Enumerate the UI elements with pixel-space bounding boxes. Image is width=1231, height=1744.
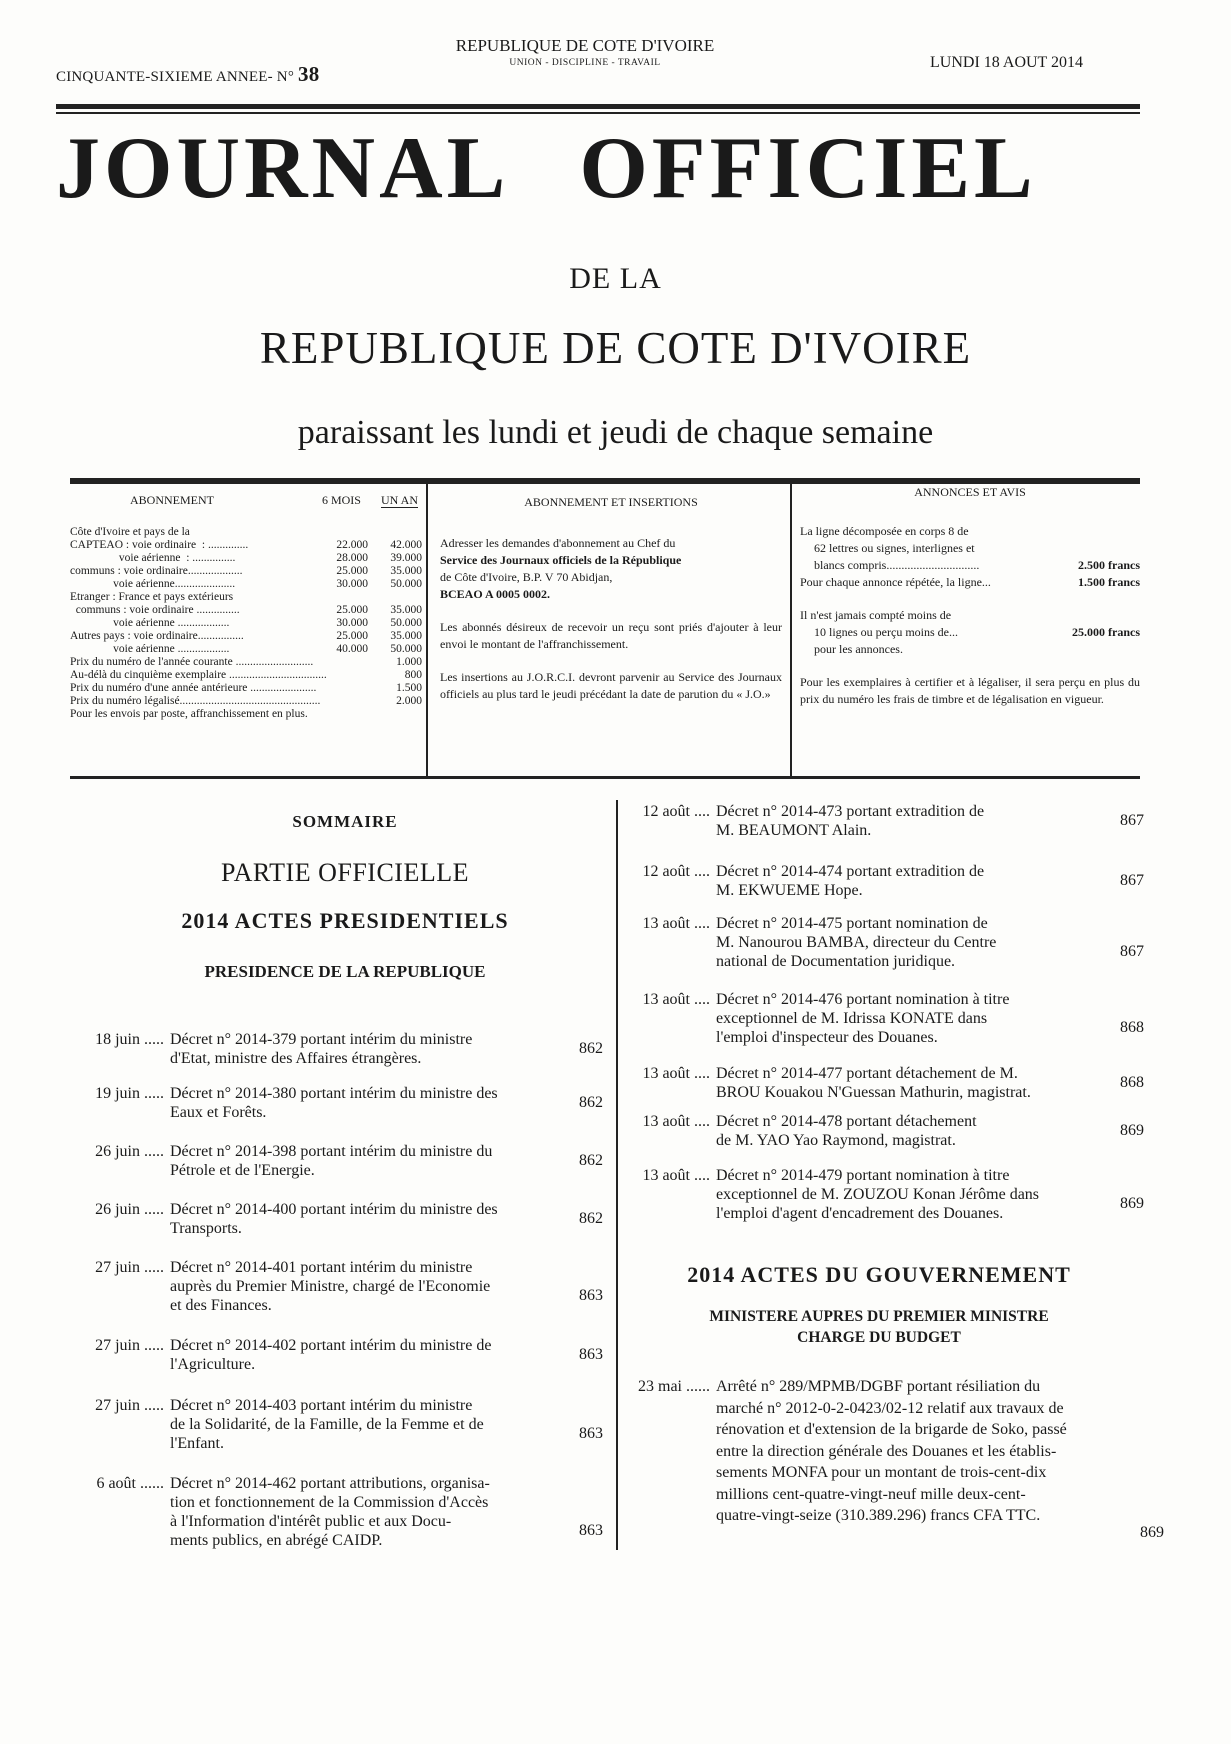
entry-text — [716, 1376, 1106, 1527]
entry-date: 12 août .... — [642, 863, 710, 880]
abonnement-6mois-value: 28.000 — [336, 552, 368, 564]
entry-line: Décret n° 2014-380 portant intérim du ministre des — [170, 1085, 498, 1102]
entry-date: 13 août .... — [642, 1167, 710, 1184]
abonnement-1an-value: 42.000 — [390, 539, 422, 551]
column-divider — [426, 484, 428, 776]
abonnement-6mois-value — [318, 682, 368, 695]
abonnement-6mois-value: 25.000 — [336, 604, 368, 616]
issue-date: LUNDI 18 AOUT 2014 — [930, 54, 1084, 71]
abonnement-1an-value: 39.000 — [390, 552, 422, 564]
entry-line: exceptionnel de M. Idrissa KONATE dans — [716, 1010, 988, 1027]
entry-text — [716, 1064, 1086, 1102]
entry-line: national de Documentation juridique. — [716, 953, 956, 970]
annonces-legalisation: Pour les exemplaires à certifier et à légaliser, il sera perçu en plus du prix du numéro les frais de timbre et de légalisation en vigueur. — [800, 675, 1140, 706]
entry-date: 27 juin ..... — [95, 1259, 164, 1276]
abonnement-6mois-value: 25.000 — [336, 630, 368, 642]
entry-line: Décret n° 2014-462 portant attributions, organisa- — [170, 1475, 490, 1492]
partie-officielle: PARTIE OFFICIELLE — [221, 858, 469, 887]
abonnement-6mois-value: 40.000 — [336, 643, 368, 655]
entry-line: Décret n° 2014-401 portant intérim du ministre — [170, 1259, 473, 1276]
insertions-p1: Adresser les demandes d'abonnement au Chef du Service des Journaux officiels de la République de Côte d'Ivoire, B.P. V 70 Abidjan, BCEAO A 0005 0002. — [440, 536, 682, 601]
actes-gouvernement: 2014 ACTES DU GOUVERNEMENT — [687, 1262, 1071, 1287]
entry-text — [170, 1084, 550, 1122]
entry-line: ments publics, en abrégé CAIDP. — [170, 1532, 383, 1549]
entry-line: exceptionnel de M. ZOUZOU Konan Jérôme dans — [716, 1186, 1040, 1203]
entry-text — [170, 1258, 550, 1315]
entry-text — [716, 1166, 1086, 1223]
entry-text — [170, 1474, 550, 1550]
abonnement-rows — [70, 526, 422, 721]
abonnement-row — [70, 656, 422, 669]
entry-line: M. BEAUMONT Alain. — [716, 822, 872, 839]
entry-line: entre la direction générale des Douanes et les établis- — [716, 1442, 1057, 1460]
abonnement-1an-value: 2.000 — [396, 695, 422, 707]
entry-line: Décret n° 2014-402 portant intérim du ministre de — [170, 1337, 492, 1354]
entry-line: Décret n° 2014-477 portant détachement de M. — [716, 1065, 1018, 1082]
annonces-tarif-ligne: La ligne décomposée en corps 8 de 62 lettres ou signes, interlignes et blancs compris............................... 2.500 francs Pour chaque annonce répétée, la ligne... 1.500 francs — [800, 524, 1140, 589]
entry-date: 18 juin ..... — [95, 1031, 164, 1048]
abonnement-6mois-value — [318, 656, 368, 669]
entry-line: de M. YAO Yao Raymond, magistrat. — [716, 1132, 956, 1149]
entry-page: 863 — [579, 1287, 603, 1304]
entry-line: de la Solidarité, de la Famille, de la Femme et de — [170, 1416, 484, 1433]
sommaire-title: SOMMAIRE — [292, 812, 398, 831]
actes-presidentiels: 2014 ACTES PRESIDENTIELS — [181, 908, 509, 933]
entry-page: 863 — [579, 1346, 603, 1363]
entry-text — [170, 1396, 550, 1453]
presidence-heading: PRESIDENCE DE LA REPUBLIQUE — [204, 962, 486, 981]
entry-page: 863 — [579, 1425, 603, 1442]
ministere-heading: MINISTERE AUPRES DU PREMIER MINISTRE CHARGE DU BUDGET — [709, 1308, 1049, 1346]
entry-line: Décret n° 2014-398 portant intérim du ministre du — [170, 1143, 493, 1160]
entry-line: Décret n° 2014-479 portant nomination à titre — [716, 1167, 1010, 1184]
abonnement-label: Prix du numéro d'une année antérieure ....................... — [70, 682, 317, 694]
abonnement-6mois-value: 30.000 — [336, 617, 368, 629]
abonnement-label: Côte d'Ivoire et pays de la — [70, 526, 190, 538]
abonnement-6mois-value: 30.000 — [336, 578, 368, 590]
abonnement-title: ABONNEMENT — [130, 493, 214, 507]
abonnement-row — [70, 669, 422, 682]
entry-page: 867 — [1120, 812, 1144, 829]
entry-line: Transports. — [170, 1220, 242, 1237]
abonnement-6mois-value: 22.000 — [336, 539, 368, 551]
abonnement-1an-value: 35.000 — [390, 630, 422, 642]
abonnement-1an-value: 50.000 — [390, 643, 422, 655]
entry-page: 863 — [579, 1522, 603, 1539]
entry-line: à l'Information d'intérêt public et aux Docu- — [170, 1513, 452, 1530]
entry-line: Décret n° 2014-476 portant nomination à titre — [716, 991, 1010, 1008]
abonnement-6mois-value — [318, 526, 368, 539]
abonnement-box — [70, 494, 422, 721]
abonnement-row — [70, 708, 422, 721]
abonnement-1an-value — [368, 591, 422, 604]
abonnement-row — [70, 552, 422, 565]
abonnement-1an-value — [368, 708, 422, 721]
annonces-minimum: Il n'est jamais compté moins de 10 lignes ou perçu moins de... 25.000 francs pour les annonces. — [800, 608, 1140, 656]
abonnement-1an-value: 35.000 — [390, 604, 422, 616]
entry-line: Décret n° 2014-478 portant détachement — [716, 1113, 977, 1130]
abonnement-6mois-value: 25.000 — [336, 565, 368, 577]
entry-line: M. EKWUEME Hope. — [716, 882, 863, 899]
entry-page: 862 — [579, 1040, 603, 1057]
entry-date: 27 juin ..... — [95, 1337, 164, 1354]
entry-line: Pétrole et de l'Energie. — [170, 1162, 315, 1179]
entry-page: 869 — [1120, 1195, 1144, 1212]
abonnement-row — [70, 617, 422, 630]
entry-line: marché n° 2012-0-2-0423/02-12 relatif aux travaux de — [716, 1399, 1064, 1417]
entry-line: quatre-vingt-seize (310.389.296) francs CFA TTC. — [716, 1507, 1041, 1524]
entry-line: BROU Kouakou N'Guessan Mathurin, magistrat. — [716, 1084, 1031, 1101]
abonnement-label: Etranger : France et pays extérieurs — [70, 591, 234, 603]
col-1an: UN AN — [380, 493, 418, 507]
entry-line: Décret n° 2014-473 portant extradition de — [716, 803, 985, 820]
abonnement-6mois-value — [318, 591, 368, 604]
abonnement-row — [70, 695, 422, 708]
abonnement-1an-value: 1.500 — [396, 682, 422, 694]
abonnement-row — [70, 539, 422, 552]
entry-page: 862 — [579, 1094, 603, 1111]
entry-page: 869 — [1120, 1122, 1144, 1139]
entry-text — [716, 862, 1086, 900]
entry-page: 867 — [1120, 943, 1144, 960]
entry-page: 869 — [1140, 1524, 1164, 1541]
entry-date: 13 août .... — [642, 1065, 710, 1082]
header-republic — [380, 36, 790, 68]
entry-date: 6 août ...... — [96, 1475, 164, 1492]
entry-line: d'Etat, ministre des Affaires étrangères. — [170, 1050, 422, 1067]
entry-text — [170, 1200, 550, 1238]
abonnement-row — [70, 643, 422, 656]
entry-date: 13 août .... — [642, 915, 710, 932]
entry-date: 26 juin ..... — [95, 1201, 164, 1218]
entry-line: M. Nanourou BAMBA, directeur du Centre — [716, 934, 997, 951]
entry-line: l'emploi d'agent d'encadrement des Douanes. — [716, 1205, 1004, 1222]
insertions-p2: Les abonnés désireux de recevoir un reçu sont priés d'ajouter à leur envoi le montant de l'affranchissement. — [440, 620, 782, 651]
abonnement-row — [70, 630, 422, 643]
abonnement-label: voie aérienne .................. — [70, 643, 230, 655]
entry-line: Arrêté n° 289/MPMB/DGBF portant résiliation du — [716, 1378, 1041, 1395]
masthead-de-la: DE LA — [569, 262, 662, 295]
header-republic-name: REPUBLIQUE DE COTE D'IVOIRE — [455, 36, 715, 55]
entry-page: 862 — [579, 1210, 603, 1227]
masthead-parution: paraissant les lundi et jeudi de chaque semaine — [297, 414, 934, 451]
entry-line: Décret n° 2014-403 portant intérim du ministre — [170, 1397, 473, 1414]
abonnement-label: communs : voie ordinaire................... — [70, 565, 243, 577]
entry-line: Décret n° 2014-474 portant extradition de — [716, 863, 985, 880]
column-divider — [790, 484, 792, 776]
abonnement-1an-value: 50.000 — [390, 617, 422, 629]
entry-text — [716, 990, 1086, 1047]
abonnement-label: communs : voie ordinaire ............... — [70, 604, 240, 616]
abonnement-row — [70, 526, 422, 539]
abonnement-1an-value: 800 — [404, 669, 422, 681]
abonnement-row — [70, 682, 422, 695]
entry-page: 868 — [1120, 1019, 1144, 1036]
abonnement-6mois-value — [327, 669, 373, 682]
entry-line: sements MONFA pour un montant de trois-cent-dix — [716, 1464, 1047, 1481]
entry-line: l'Enfant. — [170, 1435, 224, 1452]
insertions-box — [440, 494, 782, 719]
abonnement-label: voie aérienne..................... — [70, 578, 236, 590]
entry-text — [170, 1142, 550, 1180]
entry-line: tion et fonctionnement de la Commission d'Accès — [170, 1494, 489, 1511]
abonnement-label: Au-délà du cinquième exemplaire .................................. — [70, 669, 327, 681]
entry-page: 862 — [579, 1152, 603, 1169]
abonnement-label: Prix du numéro légalisé................................................. — [70, 695, 321, 707]
entry-line: millions cent-quatre-vingt-neuf mille deux-cent- — [716, 1485, 1026, 1503]
entry-line: auprès du Premier Ministre, chargé de l'Economie — [170, 1278, 491, 1295]
entry-page: 868 — [1120, 1074, 1144, 1091]
entry-text — [170, 1336, 550, 1374]
entry-date: 19 juin ..... — [95, 1085, 164, 1102]
abonnement-row — [70, 565, 422, 578]
entry-text — [170, 1030, 550, 1068]
entry-line: rénovation et d'extension de la brigarde de Soko, passé — [716, 1421, 1067, 1438]
insertions-p3: Les insertions au J.O.R.C.I. devront parvenir au Service des Journaux officiels au plus tard le jeudi précédant la date de parution du « J.O.» — [440, 670, 782, 701]
entry-page: 867 — [1120, 872, 1144, 889]
abonnement-1an-value: 50.000 — [390, 578, 422, 590]
abonnement-1an-value: 35.000 — [390, 565, 422, 577]
entry-text — [716, 802, 1086, 840]
col-6mois: 6 MOIS — [321, 493, 361, 507]
abonnement-label: voie aérienne .................. — [70, 617, 230, 629]
entry-line: Décret n° 2014-379 portant intérim du ministre — [170, 1031, 473, 1048]
entry-line: Eaux et Forêts. — [170, 1104, 267, 1121]
abonnement-header — [70, 494, 422, 508]
abonnement-6mois-value — [320, 695, 369, 708]
entry-line: l'Agriculture. — [170, 1356, 256, 1373]
entry-text — [716, 1112, 1086, 1150]
entry-date: 13 août .... — [642, 991, 710, 1008]
annonces-box — [800, 484, 1140, 708]
abonnement-6mois-value — [318, 708, 368, 721]
abonnement-row — [70, 604, 422, 617]
masthead-title: JOURNAL OFFICIEL — [56, 120, 1037, 217]
entry-date: 12 août .... — [642, 803, 710, 820]
entry-line: et des Finances. — [170, 1297, 272, 1314]
abonnement-row — [70, 578, 422, 591]
divider — [56, 112, 1140, 114]
entry-line: Décret n° 2014-400 portant intérim du ministre des — [170, 1201, 498, 1218]
entry-date: 23 mai ...... — [638, 1378, 710, 1395]
entry-line: l'emploi d'inspecteur des Douanes. — [716, 1029, 938, 1046]
abonnement-label: Prix du numéro de l'année courante ........................... — [70, 656, 314, 668]
abonnement-label: CAPTEAO : voie ordinaire : .............. — [70, 539, 249, 551]
abonnement-label: Pour les envois par poste, affranchissement en plus. — [70, 708, 308, 720]
abonnement-1an-value: 1.000 — [396, 656, 422, 668]
masthead-republic: REPUBLIQUE DE COTE D'IVOIRE — [259, 323, 972, 373]
abonnement-1an-value — [368, 526, 422, 539]
abonnement-label: Autres pays : voie ordinaire................ — [70, 630, 244, 642]
entry-date: 26 juin ..... — [95, 1143, 164, 1160]
entry-line: Décret n° 2014-475 portant nomination de — [716, 915, 988, 932]
abonnement-row — [70, 591, 422, 604]
abonnement-label: voie aérienne : ............... — [70, 552, 236, 564]
entry-text — [716, 914, 1086, 971]
header-motto: UNION - DISCIPLINE - TRAVAIL — [509, 58, 661, 68]
annonces-title: ANNONCES ET AVIS — [914, 485, 1026, 499]
entry-date: 27 juin ..... — [95, 1397, 164, 1414]
divider — [70, 776, 1140, 779]
issue-number: CINQUANTE-SIXIEME ANNEE- N° 38 — [56, 62, 320, 86]
entry-date: 13 août .... — [642, 1113, 710, 1130]
divider — [56, 104, 1140, 109]
insertions-title: ABONNEMENT ET INSERTIONS — [524, 495, 698, 509]
